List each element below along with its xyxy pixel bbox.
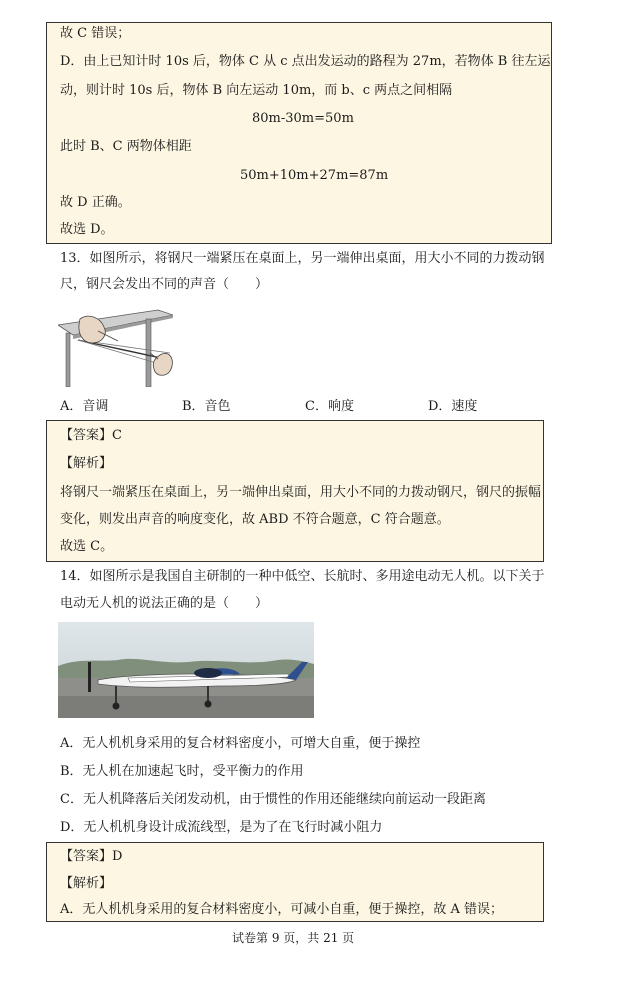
prev-answer-line: D．由上已知计时 10s 后，物体 C 从 c 点出发运动的路程为 27m，若物体 B 往左运 <box>60 54 551 69</box>
q14-option: B．无人机在加速起飞时，受平衡力的作用 <box>60 764 304 779</box>
q13-option: B．音色 <box>182 399 231 414</box>
q14-option: D．无人机机身设计成流线型，是为了在飞行时减小阻力 <box>60 820 383 835</box>
q13-analysis-label: 【解析】 <box>60 456 113 471</box>
q14-option: C．无人机降落后关闭发动机，由于惯性的作用还能继续向前运动一段距离 <box>60 792 486 807</box>
prev-answer-line: 故选 D。 <box>60 222 114 237</box>
prev-answer-line: 故 C 错误； <box>60 26 131 41</box>
q13-analysis-line: 故选 C。 <box>60 539 114 554</box>
q13-stem-line: 13．如图所示，将钢尺一端紧压在桌面上，另一端伸出桌面，用大小不同的力拨动钢 <box>60 251 545 266</box>
ruler-on-table-image <box>58 305 173 387</box>
q13-analysis-line: 将钢尺一端紧压在桌面上，另一端伸出桌面，用大小不同的力拨动钢尺，钢尺的振幅 <box>60 485 542 500</box>
prev-answer-line: 动，则计时 10s 后，物体 B 向左运动 10m，而 b、c 两点之间相隔 <box>60 83 453 98</box>
q14-stem-line: 14．如图所示是我国自主研制的一种中低空、长航时、多用途电动无人机。以下关于 <box>60 569 545 584</box>
q14-analysis-line: A．无人机机身采用的复合材料密度小，可减小自重，便于操控，故 A 错误； <box>60 902 504 917</box>
prev-answer-line: 此时 B、C 两物体相距 <box>60 139 192 154</box>
q13-option: A．音调 <box>60 399 109 414</box>
q13-option: D．速度 <box>428 399 478 414</box>
q14-stem-line: 电动无人机的说法正确的是（ ） <box>60 596 269 611</box>
prev-answer-equation: 50m+10m+27m=87m <box>240 168 389 183</box>
q14-option: A．无人机机身采用的复合材料密度小，可增大自重，便于操控 <box>60 736 421 751</box>
q13-answer-line: 【答案】C <box>60 428 122 443</box>
q13-option: C．响度 <box>305 399 354 414</box>
q13-analysis-line: 变化，则发出声音的响度变化，故 ABD 不符合题意，C 符合题意。 <box>60 512 450 527</box>
q13-stem-line: 尺，钢尺会发出不同的声音（ ） <box>60 277 269 292</box>
prev-answer-line: 故 D 正确。 <box>60 195 131 210</box>
page-footer: 试卷第 9 页，共 21 页 <box>232 931 355 945</box>
q14-answer-line: 【答案】D <box>60 849 123 864</box>
q14-analysis-label: 【解析】 <box>60 876 113 891</box>
prev-answer-equation: 80m-30m=50m <box>252 111 354 126</box>
drone-airplane-image <box>58 622 314 718</box>
